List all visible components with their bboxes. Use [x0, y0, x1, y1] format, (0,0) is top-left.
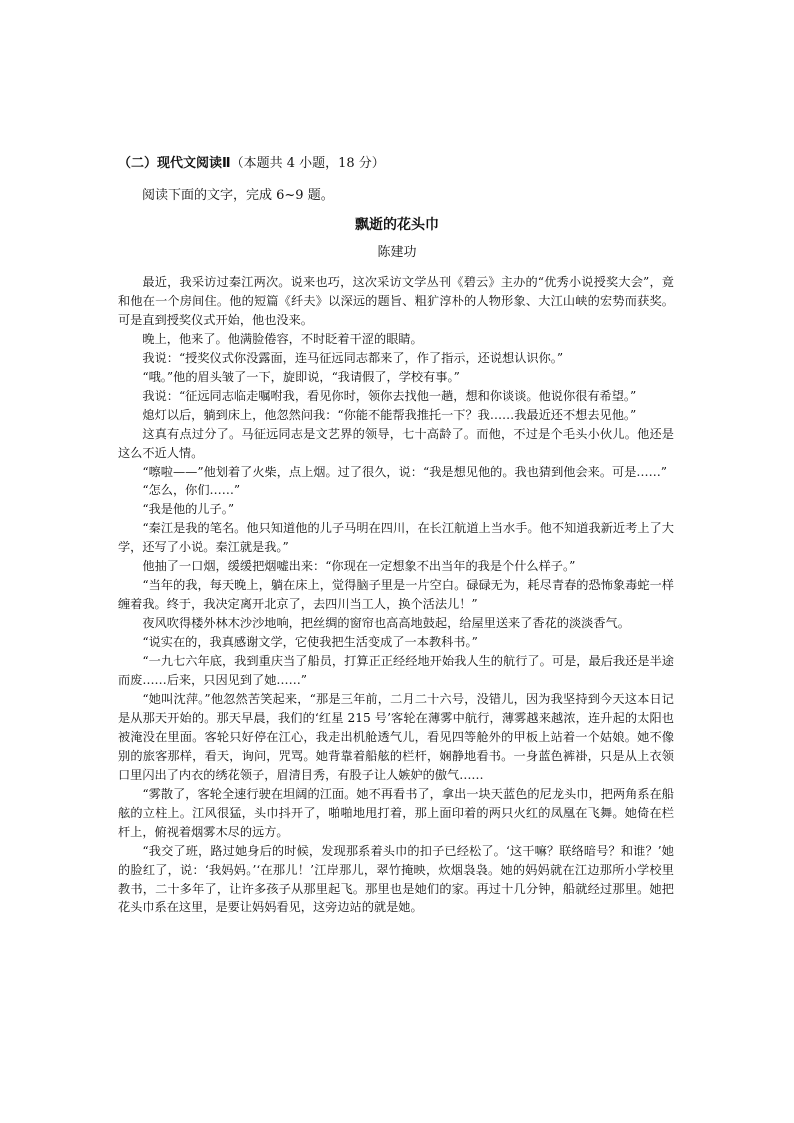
paragraph: “当年的我，每天晚上，躺在床上，觉得脑子里是一片空白。碌碌无为，耗尽青春的恐怖象毒蛇一样缠着我。终于，我决定离开北京了，去四川当工人，换个活法儿！”	[118, 578, 674, 612]
paragraph: “我是他的儿子。”	[142, 502, 235, 517]
paragraph: 最近，我采访过秦江两次。说来也巧，这次采访文学丛刊《碧云》主办的“优秀小说授奖大会”，竟和他在一个房间住。他的短篇《纤夫》以深远的题旨、粗犷淳朴的人物形象、大江山峡的宏势而获奖。可是直到授奖仪式开始，他也没来。	[118, 275, 674, 327]
paragraph: 夜风吹得楼外林木沙沙地响，把丝绸的窗帘也高高地鼓起，给屋里送来了香花的淡淡香气。	[142, 616, 630, 631]
paragraph: “我交了班，路过她身后的时候，发现那系着头巾的扣子已经松了。‘这干嘛？联络暗号？和谁？’她的脸红了，说：‘我妈妈。’‘在那儿！’江岸那儿，翠竹掩映，炊烟袅袅。她的妈妈就在江边那所小学校里教书，二十多年了，让许多孩子从那里起飞。那里也是她们的家。再过十几分钟，船就经过那里。她把花头巾系在这里，是要让妈妈看见，这旁边站的就是她。	[118, 843, 674, 915]
paragraph: “秦江是我的笔名。他只知道他的儿子马明在四川，在长江航道上当水手。他不知道我新近考上了大学，还写了小说。秦江就是我。”	[118, 521, 674, 555]
section-note: （本题共 4 小题，18 分）	[230, 156, 385, 171]
paragraph: “怎么，你们……”	[142, 483, 241, 498]
paragraph: “嚓啦——”他划着了火柴，点上烟。过了很久，说：“我是想见他的。我也猜到他会来。可是……”	[142, 464, 667, 479]
paragraph: “她叫沈萍。”他忽然苦笑起来，“那是三年前，二月二十六号，没错儿，因为我坚持到今天这本日记是从那天开始的。那天早晨，我们的‘红星 215 号’客轮在薄雾中航行，薄雾越来越浓，连升起的太阳也被淹没在里面。客轮只好停在江心，我走出机舱透气儿，看见四等舱外的甲板上站着一个姑娘。她不像别的旅客那样，看天，询问，咒骂。她背靠着船舷的栏杆，娴静地看书。一身蓝色裤褂，只是从上衣领口里闪出了内衣的绣花领子，眉清目秀，有股子让人嫉妒的傲气……	[118, 691, 674, 782]
reading-instruction: 阅读下面的文字，完成 6~9 题。	[142, 188, 334, 203]
paragraph: “一九七六年底，我到重庆当了船员，打算正正经经地开始我人生的航行了。可是，最后我还是半途而废……后来，只因见到了她……”	[118, 654, 674, 688]
paragraph: 晚上，他来了。他满脸倦容，不时眨着干涩的眼睛。	[142, 331, 423, 346]
article-author: 陈建功	[377, 245, 417, 260]
paragraph: “哦。”他的眉头皱了一下，旋即说，“我请假了，学校有事。”	[142, 369, 460, 384]
paragraph: “说实在的，我真感谢文学，它使我把生活变成了一本教科书。”	[142, 635, 478, 650]
paragraph: 我说：“征远同志临走嘱咐我，看见你时，领你去找他一趟，想和你谈谈。他说你很有希望。”	[142, 388, 637, 403]
paragraph: 我说：“授奖仪式你没露面，连马征远同志都来了，作了指示，还说想认识你。”	[142, 350, 564, 365]
paragraph: 他抽了一口烟，缓缓把烟嘘出来：“你现在一定想象不出当年的我是个什么样子。”	[142, 559, 576, 574]
article-title: 飘逝的花头巾	[355, 217, 439, 233]
paragraph: 熄灯以后，躺到床上，他忽然问我：“你能不能帮我推托一下？我……我最近还不想去见他。”	[142, 407, 637, 422]
paragraph: 这真有点过分了。马征远同志是文艺界的领导，七十高龄了。而他，不过是个毛头小伙儿。他还是这么不近人情。	[118, 426, 674, 460]
paragraph: “雾散了，客轮全速行驶在坦阔的江面。她不再看书了，拿出一块天蓝色的尼龙头巾，把两角系在船舷的立柱上。江风很猛，头巾抖开了，啪啪地甩打着，那上面印着的两只火红的凤凰在飞舞。她倚在栏杆上，俯视着烟雾木尽的远方。	[118, 786, 674, 839]
section-label: （二）现代文阅读Ⅱ	[118, 156, 231, 171]
article-body	[118, 273, 674, 917]
section-heading	[118, 155, 385, 173]
